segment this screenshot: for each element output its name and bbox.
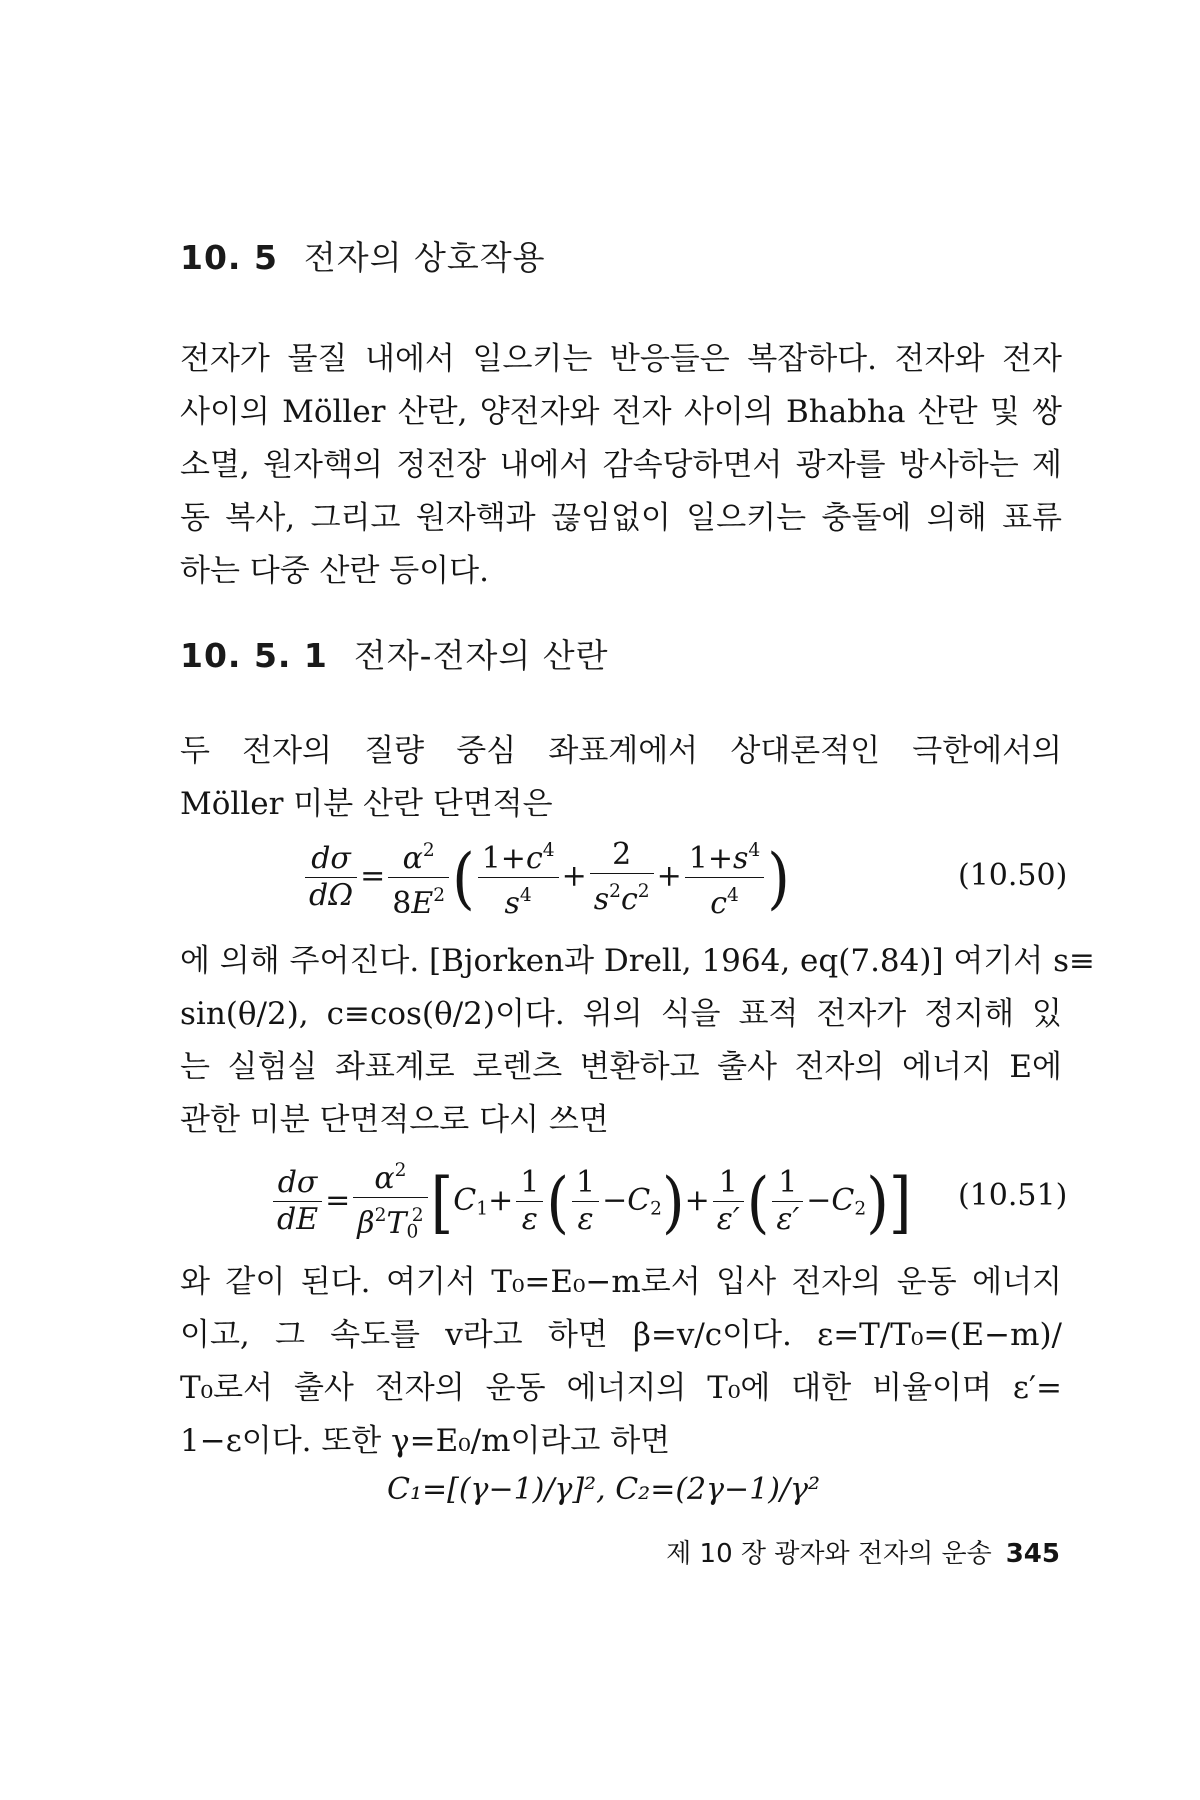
text-line: Möller 미분 산란 단면적은	[180, 786, 553, 822]
text-line: 소멸, 원자핵의 정전장 내에서 감속당하면서 광자를 방사하는 제	[180, 447, 1062, 483]
page-number: 345	[1005, 1539, 1060, 1569]
text-line: 두 전자의 질량 중심 좌표계에서 상대론적인 극한에서의	[180, 733, 1062, 769]
text-line: 에 의해 주어진다. [Bjorken과 Drell, 1964, eq(7.84)] 여기서 s≡	[180, 943, 1095, 979]
subsection-heading	[180, 630, 608, 677]
equation-10-50: $\frac{d\sigma}{d\Omega}$ = $\frac{\alpha^2}{8E^2}$ ( $\frac{1+c^4}{s^4}$ + $\frac{2}{s^2c^2}$ + $\frac{1+s^4}{c^4}$ )	[302, 833, 790, 922]
equation-10-51: $\frac{d\sigma}{dE}$ = $\frac{\alpha^2}{\beta^2T_0^2}$ [$C_1+$ $\frac{1}{\varepsilon}$ ( $\frac{1}{\varepsilon}$ $-C_2)+$ $\frac{1}{\varepsilon'}$ ( $\frac{1}{\varepsilon'}$ $-C_2$)]	[270, 1153, 912, 1251]
text-line: 관한 미분 단면적으로 다시 쓰면	[180, 1102, 609, 1138]
text-line: 와 같이 된다. 여기서 T₀=E₀−m로서 입사 전자의 운동 에너지	[180, 1264, 1062, 1300]
text-line: T₀로서 출사 전자의 운동 에너지의 T₀에 대한 비율이며 ε′=	[180, 1370, 1062, 1406]
section-number: 10. 5	[180, 238, 278, 277]
chapter-title: 제 10 장 광자와 전자의 운송	[666, 1539, 992, 1569]
equation-number: (10.51)	[958, 1178, 1068, 1213]
section-heading	[180, 232, 546, 279]
text-line: 이고, 그 속도를 v라고 하면 β=v/c이다. ε=T/T₀=(E−m)/	[180, 1317, 1062, 1353]
text-line: 전자가 물질 내에서 일으키는 반응들은 복잡하다. 전자와 전자	[180, 341, 1062, 377]
section-title: 전자의 상호작용	[303, 238, 546, 277]
text-line: 사이의 Möller 산란, 양전자와 전자 사이의 Bhabha 산란 및 쌍	[180, 394, 1062, 430]
text-line: sin(θ/2), c≡cos(θ/2)이다. 위의 식을 표적 전자가 정지해 있	[180, 996, 1062, 1032]
text-line: 는 실험실 좌표계로 로렌츠 변환하고 출사 전자의 에너지 E에	[180, 1049, 1062, 1085]
text-line: 1−ε이다. 또한 γ=E₀/m이라고 하면	[180, 1423, 671, 1459]
text-line: 하는 다중 산란 등이다.	[180, 553, 489, 589]
subsection-title: 전자-전자의 산란	[353, 636, 609, 675]
text-line: 동 복사, 그리고 원자핵과 끊임없이 일으키는 충돌에 의해 표류	[180, 500, 1062, 536]
page-footer	[620, 1533, 1060, 1570]
equation-number: (10.50)	[958, 858, 1068, 893]
equation-c-coefficients: C₁=[(γ−1)/γ]², C₂=(2γ−1)/γ²	[387, 1472, 821, 1507]
subsection-number: 10. 5. 1	[180, 636, 328, 675]
